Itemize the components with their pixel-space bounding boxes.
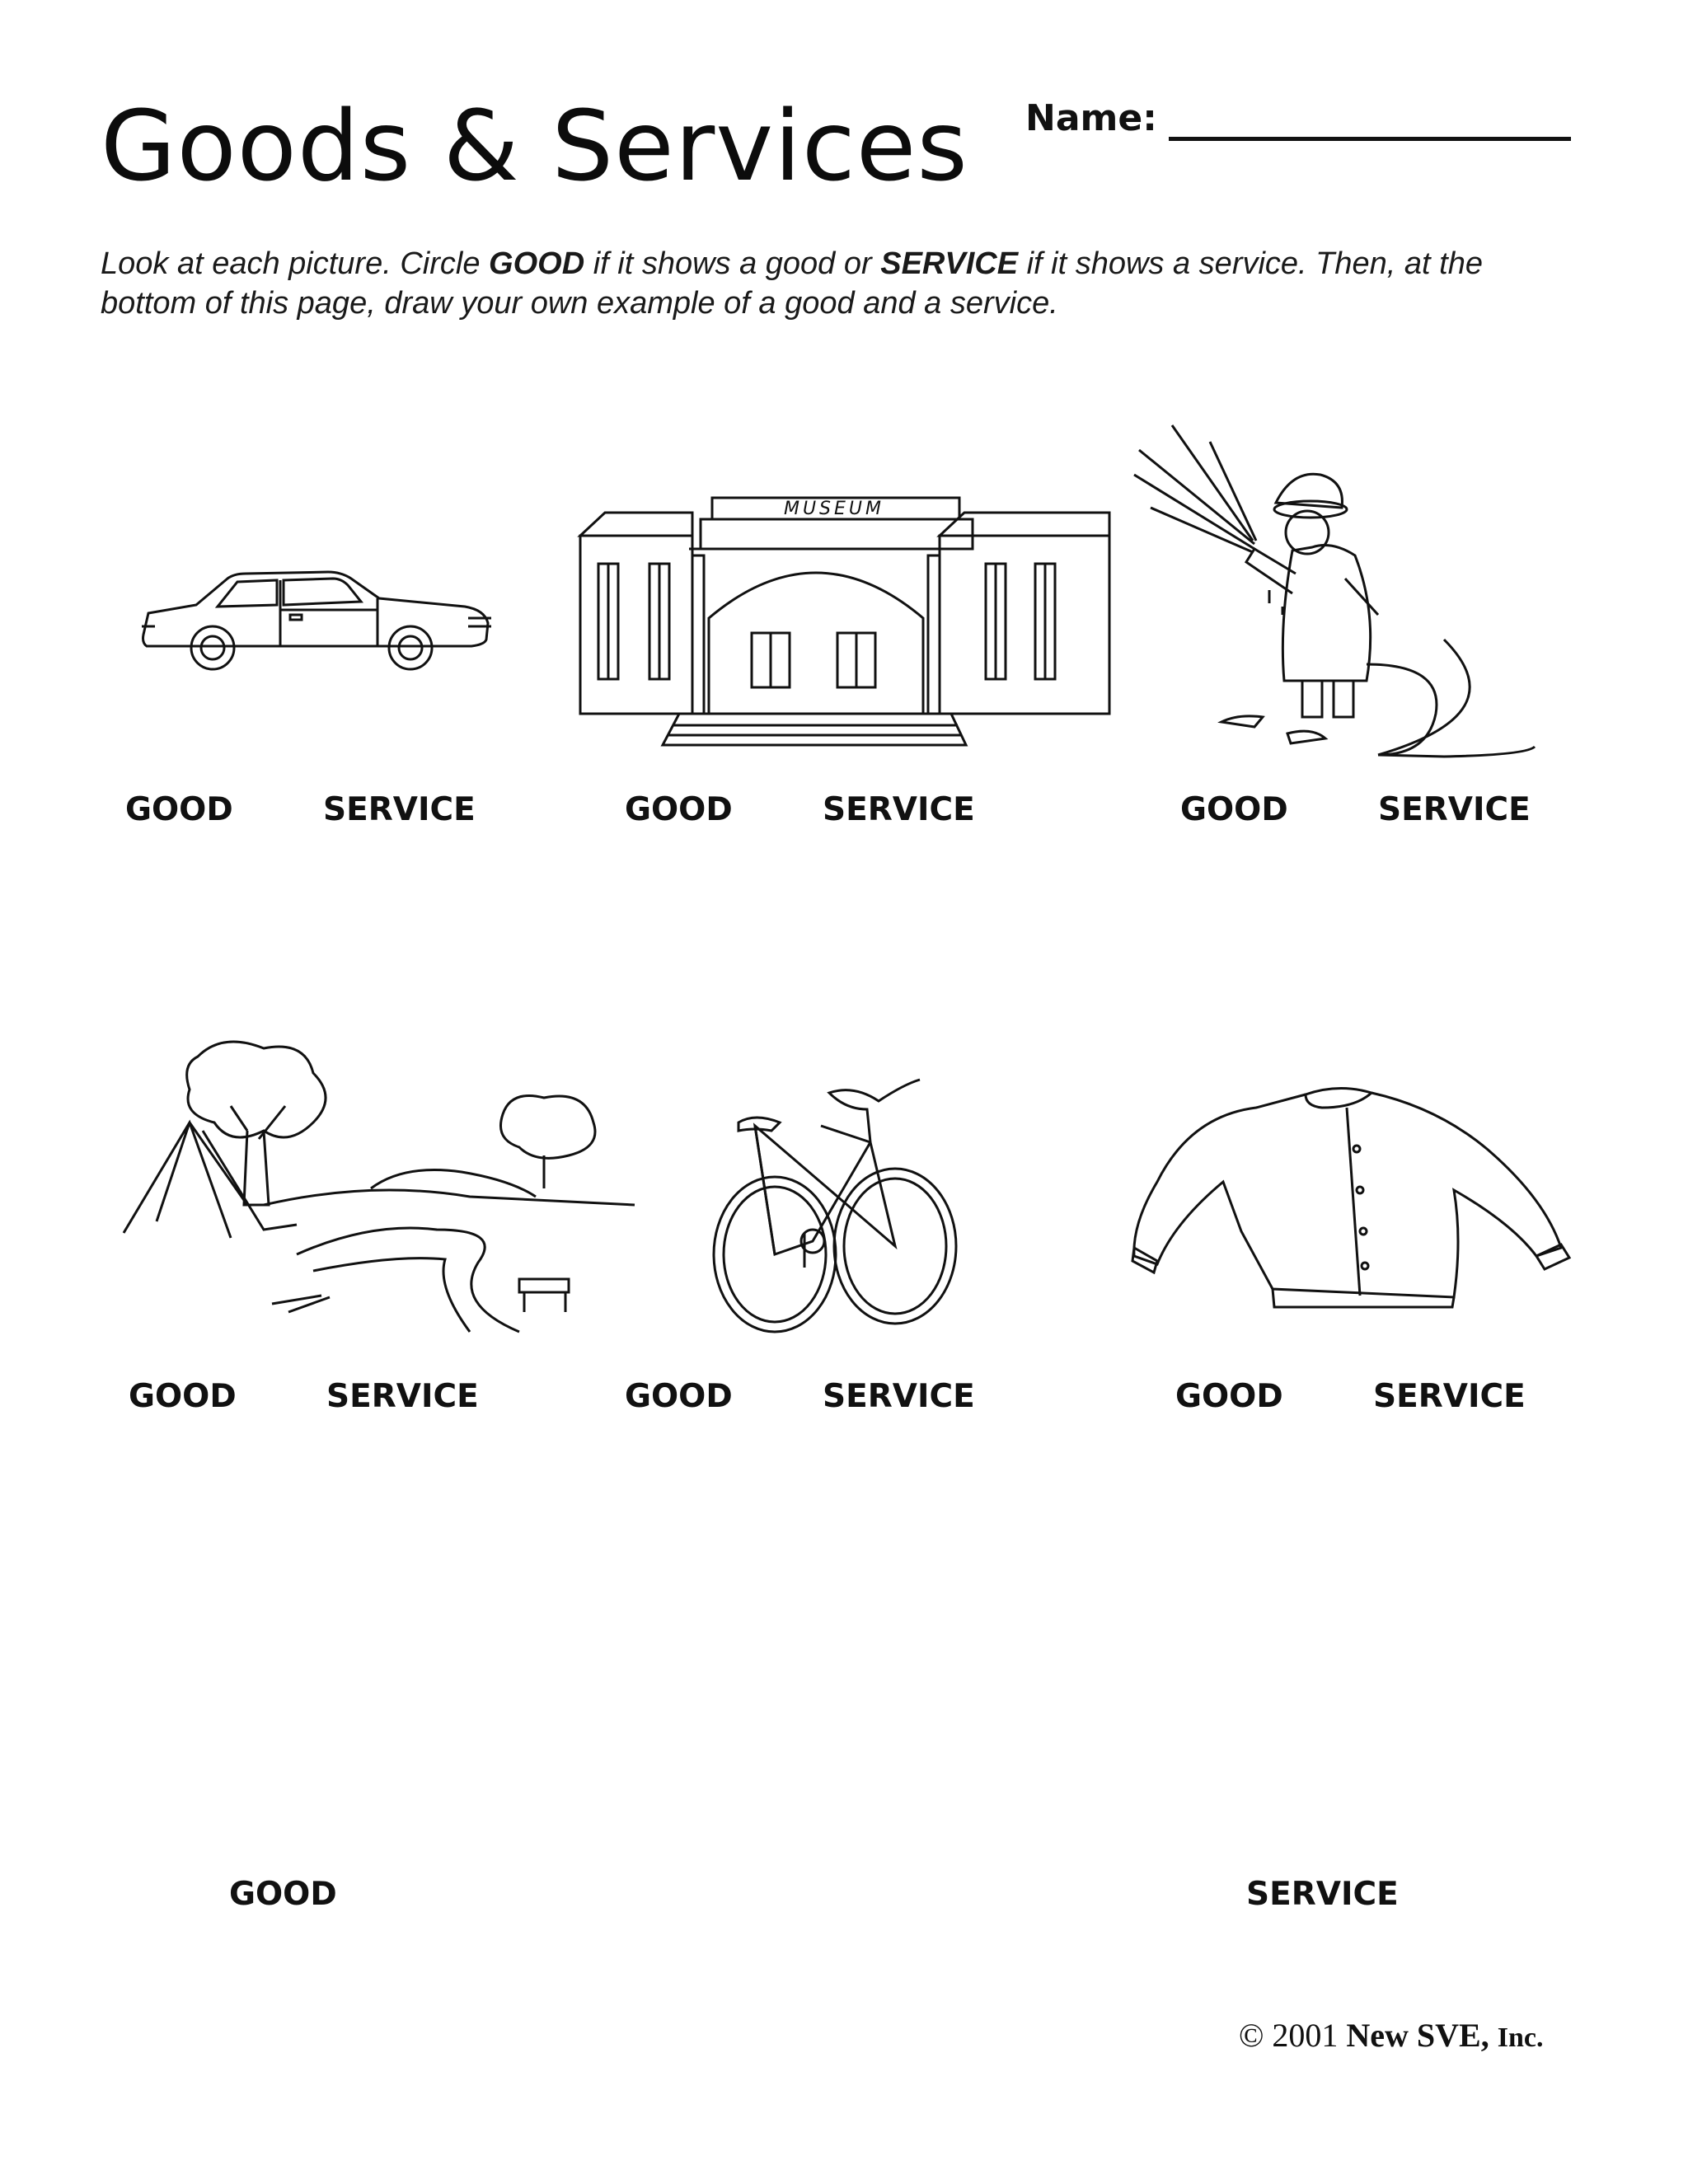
firefighter-icon [1131, 417, 1559, 773]
item-1-service-option[interactable]: SERVICE [323, 791, 476, 828]
item-3-service-option[interactable]: SERVICE [1378, 791, 1531, 828]
park-icon [124, 1040, 651, 1332]
item-4-service-option[interactable]: SERVICE [326, 1378, 479, 1415]
item-1-good-option[interactable]: GOOD [125, 791, 233, 828]
item-5-good-option[interactable]: GOOD [625, 1378, 733, 1415]
name-label: Name: [1025, 97, 1157, 139]
instructions [101, 244, 1584, 323]
instructions-service-word: SERVICE [880, 246, 1019, 281]
instructions-part3: if it shows a service. Then, at the bottom of this page, draw your own example of a good and a service. [101, 246, 1483, 321]
item-3-good-option[interactable]: GOOD [1180, 791, 1288, 828]
jacket-icon [1124, 1083, 1573, 1307]
copyright-inc: Inc. [1497, 2022, 1544, 2053]
instructions-good-word: GOOD [489, 246, 585, 281]
copyright [1239, 2016, 1543, 2055]
instructions-part1: Look at each picture. Circle [101, 246, 490, 281]
museum-sign-text: MUSEUM [783, 499, 885, 519]
item-4-good-option[interactable]: GOOD [129, 1378, 237, 1415]
instructions-part2: if it shows a good or [584, 246, 881, 281]
bicycle-icon [706, 1076, 964, 1335]
item-2-good-option[interactable]: GOOD [625, 791, 733, 828]
draw-good-label: GOOD [229, 1876, 337, 1913]
name-input-line[interactable] [1169, 137, 1571, 141]
copyright-brand: New SVE, [1346, 2017, 1489, 2054]
copyright-year: © 2001 [1239, 2017, 1339, 2054]
item-2-service-option[interactable]: SERVICE [823, 791, 975, 828]
worksheet-title: Goods & Services [101, 89, 968, 203]
item-6-good-option[interactable]: GOOD [1175, 1378, 1283, 1415]
item-6-service-option[interactable]: SERVICE [1373, 1378, 1526, 1415]
draw-service-label: SERVICE [1246, 1876, 1399, 1913]
car-icon [138, 560, 498, 676]
item-5-service-option[interactable]: SERVICE [823, 1378, 975, 1415]
museum-icon [577, 494, 1111, 745]
